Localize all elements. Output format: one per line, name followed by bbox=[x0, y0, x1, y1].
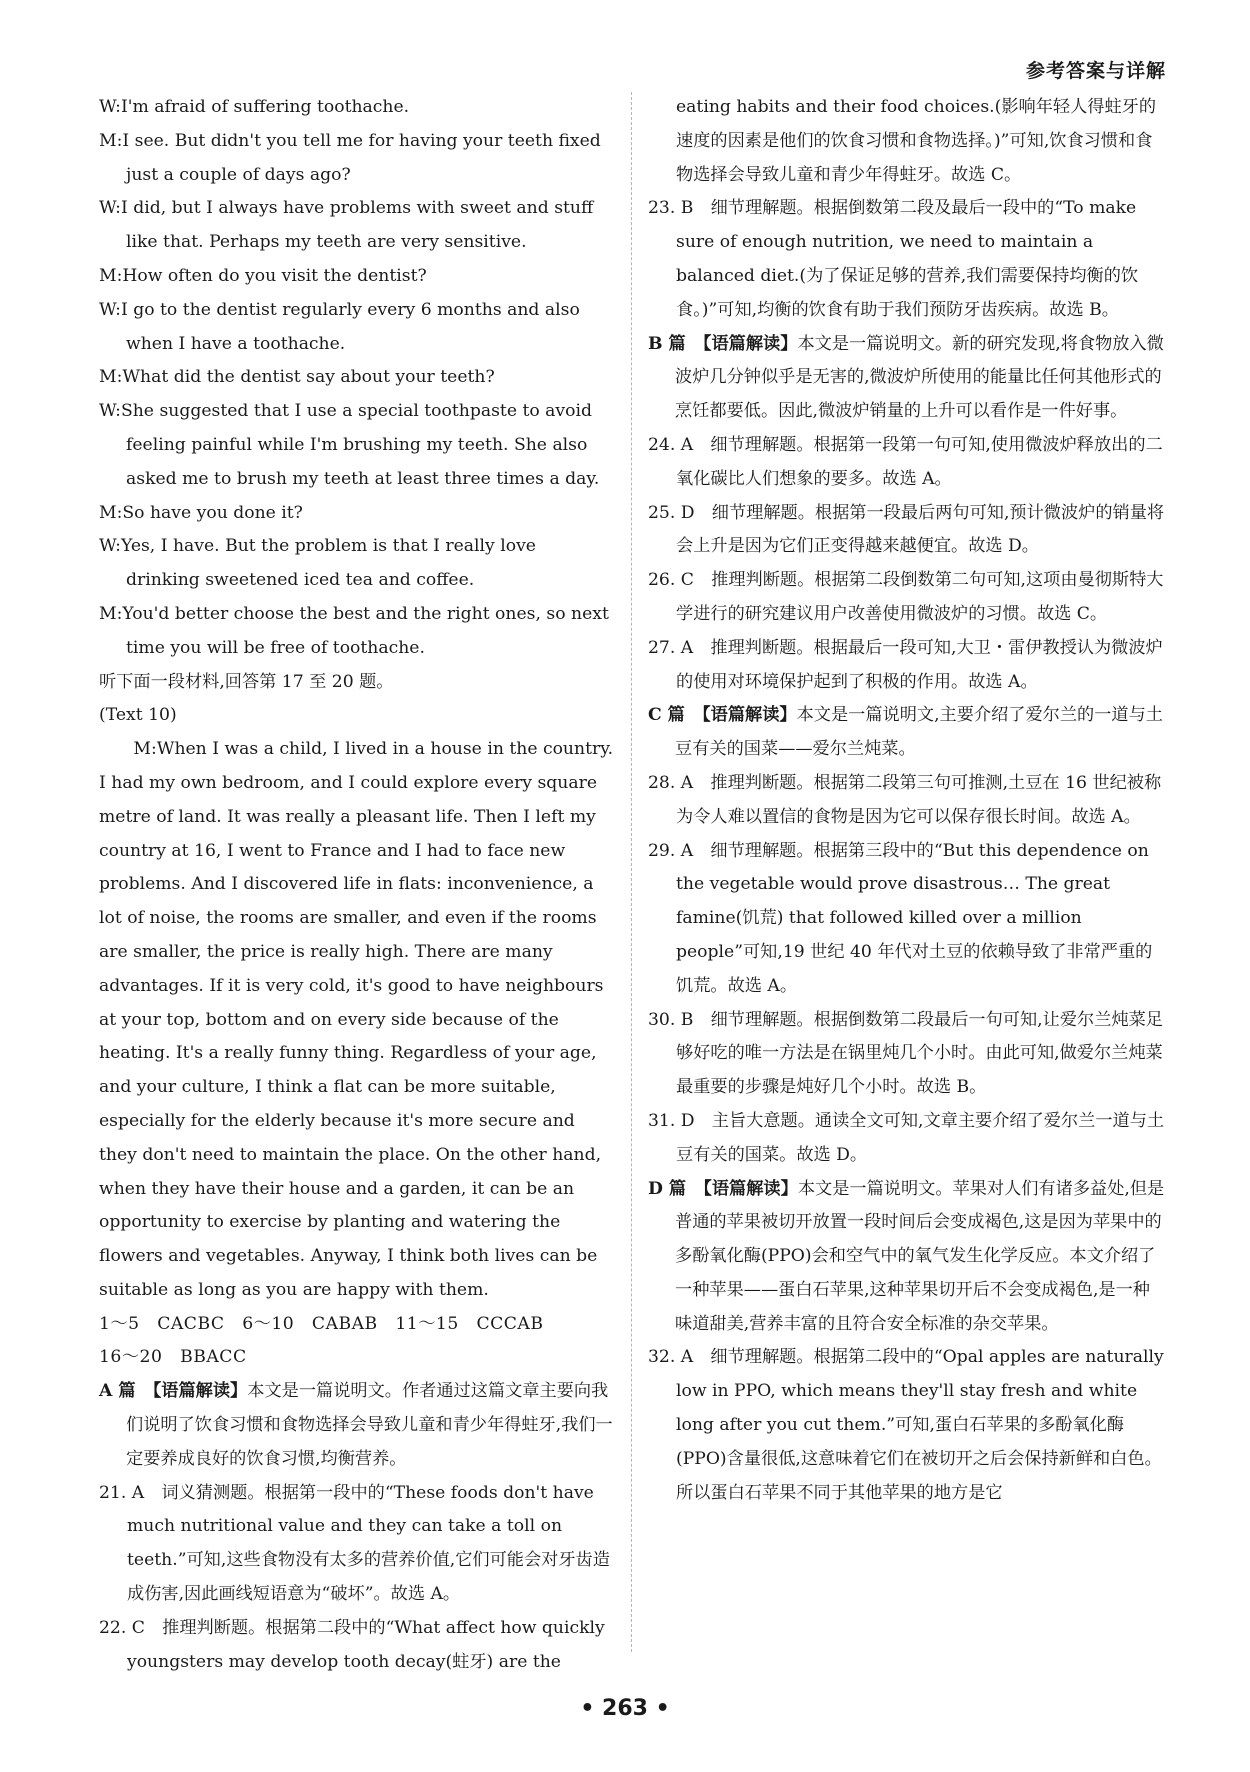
dialogue-line: M:What did the dentist say about your teeth? bbox=[99, 367, 495, 388]
left-column bbox=[99, 91, 615, 1679]
dialogue-line: W:Yes, I have. But the problem is that I really love drinking sweetened iced tea and coffee. bbox=[99, 536, 536, 591]
answer-explanation-continued: eating habits and their food choices.(影响年轻人得蛀牙的速度的因素是他们的饮食习惯和食物选择。)”可知,饮食习惯和食物选择会导致儿童和青少年得蛀牙。故选 C。 bbox=[676, 97, 1157, 185]
answer-explanation: 29. A 细节理解题。根据第三段中的“But this dependence on the vegetable would prove disastrous… The great famine(饥荒) that followed killed over a million people”可知,19 世纪 40 年代对土豆的依赖导致了非常严重的饥荒。故选 A。 bbox=[648, 840, 1153, 996]
answer-key-line: 16～20 BBACC bbox=[99, 1347, 247, 1368]
answer-explanation: 26. C 推理判断题。根据第二段倒数第二句可知,这项由曼彻斯特大学进行的研究建议用户改善使用微波炉的习惯。故选 C。 bbox=[648, 570, 1164, 624]
section-label: 【语篇解读】 bbox=[152, 1381, 248, 1402]
dialogue-line: W:I did, but I always have problems with sweet and stuff like that. Perhaps my teeth are very sensitive. bbox=[99, 198, 594, 253]
right-column bbox=[648, 91, 1166, 1510]
section-tag: A 篇 bbox=[99, 1381, 136, 1402]
section-label: 【语篇解读】 bbox=[702, 705, 797, 726]
monologue-paragraph: M:When I was a child, I lived in a house in the country. I had my own bedroom, and I could explore every square metre of land. It was really a pleasant life. Then I left my country at 16, I went to France and I had to face new problems. And I discovered life in flats: inconvenience, a lot of noise, the rooms are smaller, and even if the rooms are smaller, the price is really high. There are many advantages. If it is very cold, it's good to have neighbours at your top, bottom and on every side because of the heating. It's a really funny thing. Regardless of your age, and your culture, I think a flat can be more suitable, especially for the elderly because it's more secure and they don't need to maintain the place. On the other hand, when they have their house and a garden, it can be an opportunity to exercise by planting and watering the flowers and vegetables. Anyway, I think both lives can be suitable as long as you are happy with them. bbox=[99, 739, 614, 1300]
dialogue-line: M:You'd better choose the best and the right ones, so next time you will be free of toothache. bbox=[99, 603, 609, 658]
answer-explanation: 21. A 词义猜测题。根据第一段中的“These foods don't have much nutritional value and they can take a toll on teeth.”可知,这些食物没有太多的营养价值,它们可能会对牙齿造成伤害,因此画线短语意为“破坏”。故选 A。 bbox=[99, 1482, 610, 1605]
dialogue-line: M:I see. But didn't you tell me for having your teeth fixed just a couple of days ago? bbox=[99, 130, 601, 185]
dialogue-line: W:I'm afraid of suffering toothache. bbox=[99, 97, 410, 117]
section-label: 【语篇解读】 bbox=[702, 333, 798, 354]
section-b-intro bbox=[648, 328, 1166, 429]
page-header-title: 参考答案与详解 bbox=[1025, 60, 1166, 82]
section-c-intro bbox=[648, 699, 1166, 767]
page-number: • 263 • bbox=[580, 1696, 670, 1721]
answer-explanation: 28. A 推理判断题。根据第二段第三句可推测,土豆在 16 世纪被称为令人难以置信的食物是因为它可以保存很长时间。故选 A。 bbox=[648, 772, 1162, 827]
answer-explanation: 30. B 细节理解题。根据倒数第二段最后一句可知,让爱尔兰炖菜足够好吃的唯一方法是在锅里炖几个小时。由此可知,做爱尔兰炖菜最重要的步骤是炖好几个小时。故选 B。 bbox=[648, 1009, 1163, 1098]
dialogue-line: M:So have you done it? bbox=[99, 502, 303, 523]
section-label: 【语篇解读】 bbox=[703, 1178, 798, 1199]
answer-explanation: 25. D 细节理解题。根据第一段最后两句可知,预计微波炉的销量将会上升是因为它们正变得越来越便宜。故选 D。 bbox=[648, 502, 1165, 557]
section-text: 本文是一篇说明文。作者通过这篇文章主要向我们说明了饮食习惯和食物选择会导致儿童和青少年得蛀牙,我们一定要养成良好的饮食习惯,均衡营养。 bbox=[126, 1381, 613, 1469]
answer-explanation: 31. D 主旨大意题。通读全文可知,文章主要介绍了爱尔兰一道与土豆有关的国菜。故选 D。 bbox=[648, 1110, 1165, 1165]
section-text: 本文是一篇说明文,主要介绍了爱尔兰的一道与土豆有关的国菜——爱尔兰炖菜。 bbox=[675, 705, 1163, 760]
section-tag: D 篇 bbox=[648, 1178, 687, 1199]
text-label: (Text 10) bbox=[99, 705, 177, 726]
column-divider bbox=[631, 92, 632, 1652]
section-d-intro bbox=[648, 1173, 1166, 1342]
section-text: 本文是一篇说明文。苹果对人们有诸多益处,但是普通的苹果被切开放置一段时间后会变成褐色,这是因为苹果中的多酚氧化酶(PPO)会和空气中的氧气发生化学反应。本文介绍了一种苹果——蛋白石苹果,这种苹果切开后不会变成褐色,是一种味道甜美,营养丰富的且符合安全标准的杂交苹果。 bbox=[675, 1178, 1165, 1334]
dialogue-line: W:I go to the dentist regularly every 6 months and also when I have a toothache. bbox=[99, 299, 580, 354]
dialogue-line: W:She suggested that I use a special toothpaste to avoid feeling painful while I'm brushing my teeth. She also asked me to brush my teeth at least three times a day. bbox=[99, 401, 600, 489]
section-text: 本文是一篇说明文。新的研究发现,将食物放入微波炉几分钟似乎是无害的,微波炉所使用的能量比任何其他形式的烹饪都要低。因此,微波炉销量的上升可以看作是一件好事。 bbox=[675, 333, 1164, 422]
answer-explanation: 27. A 推理判断题。根据最后一段可知,大卫・雷伊教授认为微波炉的使用对环境保护起到了积极的作用。故选 A。 bbox=[648, 637, 1163, 692]
listening-instruction: 听下面一段材料,回答第 17 至 20 题。 bbox=[99, 671, 394, 692]
section-tag: B 篇 bbox=[648, 333, 686, 354]
answer-key-line: 1～5 CACBC 6～10 CABAB 11～15 CCCAB bbox=[99, 1313, 544, 1334]
answer-explanation: 24. A 细节理解题。根据第一段第一句可知,使用微波炉释放出的二氧化碳比人们想象的要多。故选 A。 bbox=[648, 434, 1163, 489]
answer-explanation: 23. B 细节理解题。根据倒数第二段及最后一段中的“To make sure of enough nutrition, we need to maintain a balanced diet.(为了保证足够的营养,我们需要保持均衡的饮食。)”可知,均衡的饮食有助于我们预防牙齿疾病。故选 B。 bbox=[648, 198, 1139, 320]
section-a-intro bbox=[99, 1375, 615, 1476]
answer-explanation: 22. C 推理判断题。根据第二段中的“What affect how quickly youngsters may develop tooth decay(蛀牙) are the bbox=[99, 1617, 605, 1672]
answer-explanation: 32. A 细节理解题。根据第二段中的“Opal apples are naturally low in PPO, which means they'll stay fresh and white long after you cut them.”可知,蛋白石苹果的多酚氧化酶(PPO)含量很低,这意味着它们在被切开之后会保持新鲜和白色。所以蛋白石苹果不同于其他苹果的地方是它 bbox=[648, 1347, 1164, 1503]
dialogue-line: M:How often do you visit the dentist? bbox=[99, 265, 427, 286]
section-tag: C 篇 bbox=[648, 705, 685, 726]
